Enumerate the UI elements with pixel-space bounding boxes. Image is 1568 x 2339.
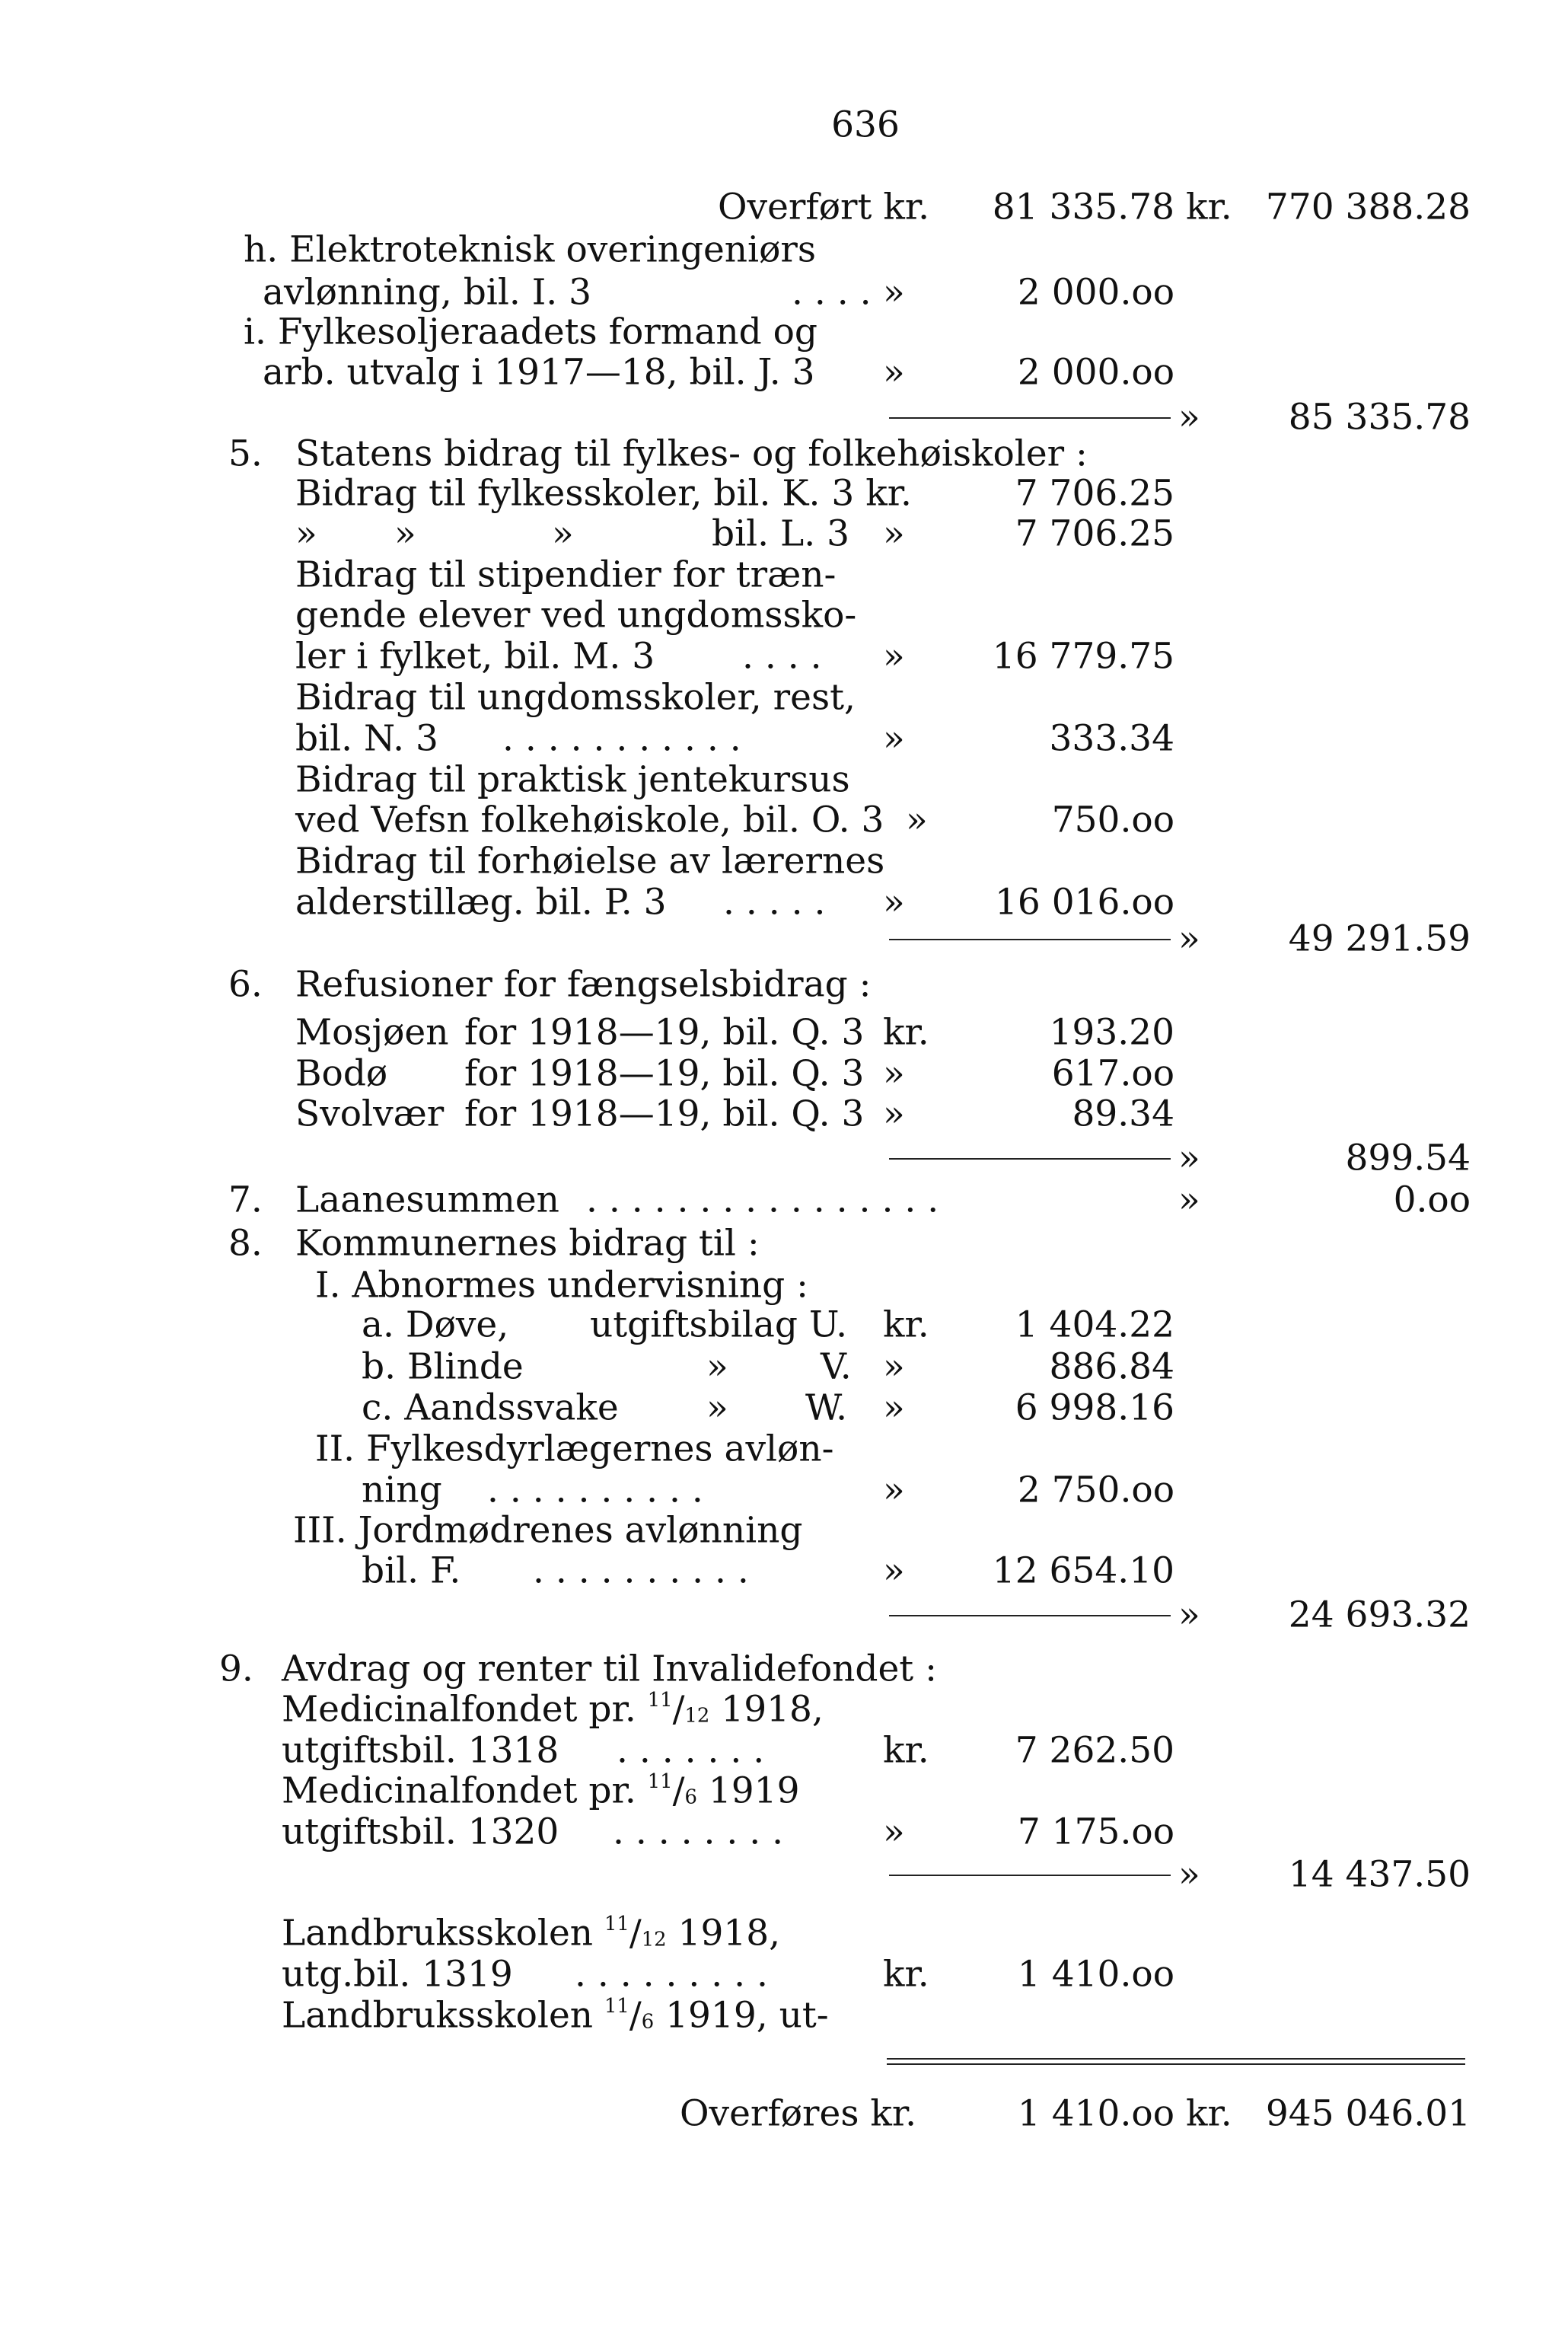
row-b-ditto: » (706, 1345, 728, 1388)
medicinal-2-post: 1919 (708, 1769, 800, 1812)
row-b-amount: 886.84 (1049, 1345, 1174, 1388)
footer-rule-top (887, 2058, 1465, 2060)
section-8-rule (889, 1615, 1171, 1616)
mosjoen-place: Mosjøen (295, 1011, 449, 1054)
landbruk-2-date: $^{11}/_6$ (604, 1994, 655, 2037)
mosjoen-text: for 1918—19, bil. Q. 3 (464, 1011, 865, 1054)
mosjoen-amount: 193.20 (1049, 1011, 1174, 1054)
landbruk-2-post: 1919, ut- (665, 1994, 829, 2037)
carried-over-kr: kr. (1186, 186, 1232, 228)
carried-forward-amount: 1 410.oo (1017, 2092, 1174, 2135)
row-b-letter: V. (821, 1345, 852, 1388)
carried-forward-label: Overføres kr. (680, 2092, 917, 2135)
section-8-sub3-leader: . . . . . . . . . . (533, 1549, 749, 1592)
medicinal-2-leader: . . . . . . . . (613, 1811, 784, 1853)
row-c-letter: W. (805, 1386, 848, 1429)
row-a-label: a. Døve, (362, 1304, 509, 1346)
section-8-sub3-line1: III. Jordmødrenes avlønning (293, 1509, 803, 1552)
item-i-amount: 2 000.oo (1017, 351, 1174, 394)
section-5-total: 49 291.59 (1288, 917, 1471, 960)
carried-over-amount: 81 335.78 (992, 186, 1174, 228)
item-i-sign: » (883, 351, 905, 394)
row-b-unit: » (883, 1345, 905, 1388)
row-n-line2: bil. N. 3 (295, 717, 438, 760)
section-6-sign: » (1178, 1137, 1200, 1179)
section-8-sub2-sign: » (883, 1469, 905, 1511)
section-7-number: 7. (228, 1179, 263, 1221)
row-m-leader: . . . . (742, 635, 822, 678)
bodo-amount: 617.oo (1051, 1052, 1174, 1095)
subtotal-total: 85 335.78 (1288, 396, 1471, 439)
carried-over-total: 770 388.28 (1265, 186, 1471, 228)
footer-rule-bottom (887, 2063, 1465, 2065)
section-6-number: 6. (228, 963, 263, 1006)
page-number: 636 (831, 104, 900, 146)
section-7-sign: » (1178, 1179, 1200, 1221)
row-n-sign: » (883, 717, 905, 760)
landbruk-1-line2: utg.bil. 1319 (282, 1953, 513, 1996)
section-8-sub2-leader: . . . . . . . . . . (487, 1469, 703, 1511)
section-9-rule (889, 1875, 1171, 1876)
row-o-amount: 750.oo (1051, 799, 1174, 841)
section-6-total: 899.54 (1345, 1137, 1471, 1179)
row-m-amount: 16 779.75 (992, 635, 1174, 678)
medicinal-2-line1 (282, 1769, 800, 1812)
svolvaer-place: Svolvær (295, 1093, 445, 1135)
row-p-amount: 16 016.oo (995, 881, 1174, 924)
medicinal-1-pre: Medicinalfondet pr. (282, 1688, 636, 1731)
item-h-line2: avlønning, bil. I. 3 (263, 271, 592, 314)
section-9-title: Avdrag og renter til Invalidefondet : (282, 1648, 937, 1690)
section-8-sub2-amount: 2 750.oo (1017, 1469, 1174, 1511)
row-k-text: Bidrag til fylkesskoler, bil. K. 3 kr. (295, 472, 912, 515)
row-p-line1: Bidrag til forhøielse av lærernes (295, 840, 885, 882)
item-i-line2: arb. utvalg i 1917—18, bil. J. 3 (263, 351, 815, 394)
medicinal-2-pre: Medicinalfondet pr. (282, 1769, 636, 1812)
row-a-unit: kr. (883, 1304, 929, 1346)
row-p-sign: » (883, 881, 905, 924)
row-n-amount: 333.34 (1049, 717, 1174, 760)
section-9-total: 14 437.50 (1288, 1853, 1471, 1896)
landbruk-1-date: $^{11}/_{12}$ (604, 1912, 667, 1954)
row-m-line2: gende elever ved ungdomssko- (295, 594, 857, 637)
section-8-sub3-sign: » (883, 1549, 905, 1592)
item-h-line1: h. Elektroteknisk overingeniørs (244, 228, 816, 271)
row-b-label: b. Blinde (362, 1345, 524, 1388)
medicinal-1-line1 (282, 1688, 824, 1731)
landbruk-1-pre: Landbruksskolen (282, 1912, 594, 1954)
row-c-amount: 6 998.16 (1015, 1386, 1174, 1429)
medicinal-2-amount: 7 175.oo (1017, 1811, 1174, 1853)
row-c-label: c. Aandssvake (362, 1386, 619, 1429)
medicinal-2-unit: » (883, 1811, 905, 1853)
row-o-sign: » (906, 799, 928, 841)
section-7-leader: . . . . . . . . . . . . . . . . (586, 1179, 939, 1221)
medicinal-2-line2: utgiftsbil. 1320 (282, 1811, 559, 1853)
row-o-line1: Bidrag til praktisk jentekursus (295, 758, 850, 801)
section-8-title: Kommunernes bidrag til : (295, 1222, 760, 1265)
landbruk-1-leader: . . . . . . . . . (575, 1953, 768, 1996)
row-m-sign: » (883, 635, 905, 678)
section-7-title: Laanesummen (295, 1179, 559, 1221)
row-m-line3: ler i fylket, bil. M. 3 (295, 635, 655, 678)
section-8-sub2-line2: ning (362, 1469, 442, 1511)
landbruk-1-unit: kr. (883, 1953, 929, 1996)
item-i-line1: i. Fylkesoljeraadets formand og (244, 311, 818, 353)
section-5-title: Statens bidrag til fylkes- og folkehøiskoler : (295, 432, 1088, 475)
section-5-rule (889, 939, 1171, 940)
landbruk-2-line (282, 1994, 829, 2037)
section-7-total: 0.oo (1393, 1179, 1471, 1221)
section-8-sub3-line2: bil. F. (362, 1549, 461, 1592)
landbruk-1-post: 1918, (677, 1912, 781, 1954)
svolvaer-amount: 89.34 (1072, 1093, 1174, 1135)
medicinal-1-line2: utgiftsbil. 1318 (282, 1729, 559, 1772)
section-5-sign: » (1178, 917, 1200, 960)
row-n-leader: . . . . . . . . . . . (502, 717, 741, 760)
row-l-sign: » (883, 512, 905, 555)
medicinal-1-post: 1918, (721, 1688, 824, 1731)
row-c-unit: » (883, 1386, 905, 1429)
item-h-amount: 2 000.oo (1017, 271, 1174, 314)
row-l-ditto-3: » (552, 512, 574, 555)
medicinal-1-date: $^{11}/_{12}$ (647, 1688, 710, 1731)
row-l-text: bil. L. 3 (712, 512, 850, 555)
row-p-leader: . . . . . (723, 881, 826, 924)
row-k-amount: 7 706.25 (1015, 472, 1174, 515)
row-n-line1: Bidrag til ungdomsskoler, rest, (295, 676, 856, 719)
bodo-place: Bodø (295, 1052, 388, 1095)
section-9-number: 9. (219, 1648, 253, 1690)
section-8-sign: » (1178, 1594, 1200, 1636)
bodo-text: for 1918—19, bil. Q. 3 (464, 1052, 865, 1095)
subtotal-rule (889, 417, 1171, 419)
carried-forward-total: 945 046.01 (1265, 2092, 1471, 2135)
row-p-line2: alderstillæg. bil. P. 3 (295, 881, 667, 924)
section-5-number: 5. (228, 432, 263, 475)
item-h-sign: » (883, 271, 905, 314)
row-l-ditto-1: » (295, 512, 317, 555)
row-a-amount: 1 404.22 (1015, 1304, 1174, 1346)
bodo-unit: » (883, 1052, 905, 1095)
medicinal-2-date: $^{11}/_6$ (647, 1769, 697, 1812)
landbruk-2-pre: Landbruksskolen (282, 1994, 594, 2037)
row-l-ditto-2: » (394, 512, 416, 555)
row-a-text: utgiftsbilag U. (590, 1304, 848, 1346)
landbruk-1-amount: 1 410.oo (1017, 1953, 1174, 1996)
row-l-amount: 7 706.25 (1015, 512, 1174, 555)
medicinal-1-amount: 7 262.50 (1015, 1729, 1174, 1772)
carried-over-label: Overført kr. (718, 186, 930, 228)
carried-forward-kr: kr. (1186, 2092, 1232, 2135)
medicinal-1-unit: kr. (883, 1729, 929, 1772)
row-c-ditto: » (706, 1386, 728, 1429)
landbruk-1-line1 (282, 1912, 781, 1954)
svolvaer-unit: » (883, 1093, 905, 1135)
section-9-sign: » (1178, 1853, 1200, 1896)
section-6-title: Refusioner for fængselsbidrag : (295, 963, 872, 1006)
row-o-line2: ved Vefsn folkehøiskole, bil. O. 3 (295, 799, 884, 841)
section-8-number: 8. (228, 1222, 263, 1265)
section-8-total: 24 693.32 (1288, 1594, 1471, 1636)
medicinal-1-leader: . . . . . . . (617, 1729, 765, 1772)
row-m-line1: Bidrag til stipendier for træn- (295, 554, 837, 596)
mosjoen-unit: kr. (883, 1011, 929, 1054)
section-8-sub3-amount: 12 654.10 (992, 1549, 1174, 1592)
section-8-sub1: I. Abnormes undervisning : (315, 1264, 808, 1307)
section-8-sub2-line1: II. Fylkesdyrlægernes avløn- (315, 1428, 834, 1470)
svolvaer-text: for 1918—19, bil. Q. 3 (464, 1093, 865, 1135)
item-h-leader: . . . . (792, 271, 872, 314)
section-6-rule (889, 1158, 1171, 1160)
subtotal-sign: » (1178, 396, 1200, 439)
